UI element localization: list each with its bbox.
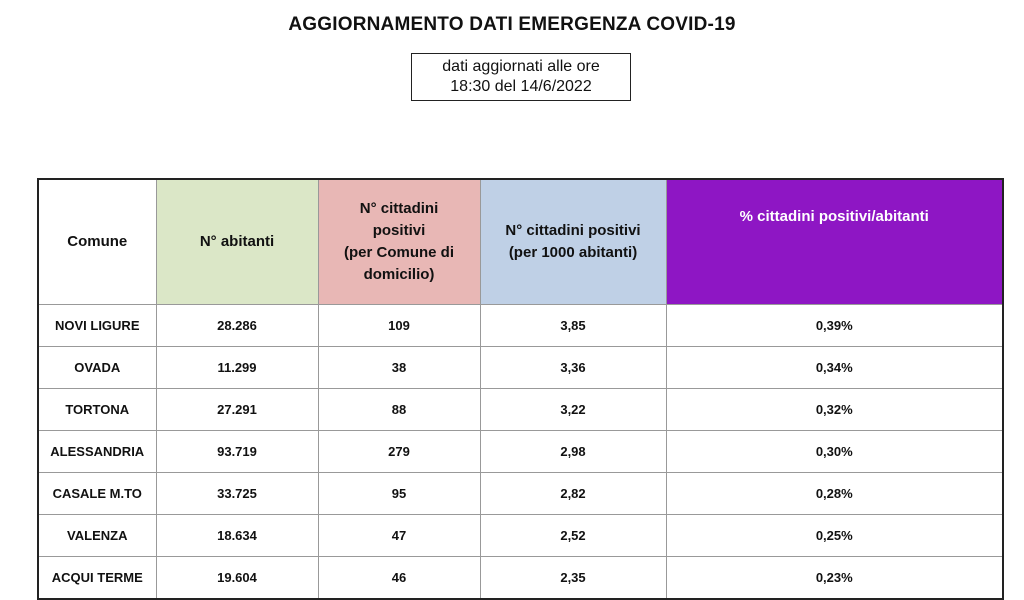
header-positivi-line4: domicilio) — [363, 266, 435, 283]
cell-abitanti: 19.604 — [156, 557, 318, 600]
header-positivi — [318, 179, 480, 305]
update-timestamp-box — [411, 53, 631, 101]
covid-data-table — [37, 178, 1004, 600]
cell-percentuale: 0,25% — [666, 515, 1003, 557]
cell-percentuale: 0,34% — [666, 347, 1003, 389]
update-note-line1: dati aggiornati alle ore — [442, 58, 600, 75]
header-per-mille — [480, 179, 666, 305]
table-row — [38, 305, 1003, 347]
cell-percentuale: 0,28% — [666, 473, 1003, 515]
header-percentuale: % cittadini positivi/abitanti — [666, 179, 1003, 305]
cell-comune: ACQUI TERME — [38, 557, 156, 600]
page-title: AGGIORNAMENTO DATI EMERGENZA COVID-19 — [288, 14, 736, 35]
header-positivi-line3: (per Comune di — [343, 244, 454, 261]
cell-abitanti: 18.634 — [156, 515, 318, 557]
cell-comune: NOVI LIGURE — [38, 305, 156, 347]
cell-comune: ALESSANDRIA — [38, 431, 156, 473]
table-row — [38, 347, 1003, 389]
table-header-row — [38, 179, 1003, 305]
cell-positivi: 279 — [318, 431, 480, 473]
cell-per-mille: 2,82 — [480, 473, 666, 515]
cell-percentuale: 0,39% — [666, 305, 1003, 347]
cell-per-mille: 2,52 — [480, 515, 666, 557]
cell-per-mille: 2,98 — [480, 431, 666, 473]
header-per-mille-line2: (per 1000 abitanti) — [508, 244, 638, 261]
cell-abitanti: 33.725 — [156, 473, 318, 515]
header-positivi-line2: positivi — [372, 222, 426, 239]
header-per-mille-line1: N° cittadini positivi — [505, 222, 641, 239]
table-row — [38, 431, 1003, 473]
cell-per-mille: 3,22 — [480, 389, 666, 431]
cell-comune: TORTONA — [38, 389, 156, 431]
cell-comune: CASALE M.TO — [38, 473, 156, 515]
cell-positivi: 95 — [318, 473, 480, 515]
cell-percentuale: 0,23% — [666, 557, 1003, 600]
cell-abitanti: 28.286 — [156, 305, 318, 347]
cell-abitanti: 93.719 — [156, 431, 318, 473]
table-row — [38, 515, 1003, 557]
table-body — [38, 305, 1003, 600]
cell-percentuale: 0,30% — [666, 431, 1003, 473]
header-abitanti: N° abitanti — [156, 179, 318, 305]
cell-per-mille: 3,85 — [480, 305, 666, 347]
table-row — [38, 473, 1003, 515]
cell-positivi: 88 — [318, 389, 480, 431]
cell-comune: VALENZA — [38, 515, 156, 557]
cell-per-mille: 3,36 — [480, 347, 666, 389]
cell-positivi: 109 — [318, 305, 480, 347]
table-row — [38, 389, 1003, 431]
header-positivi-line1: N° cittadini — [359, 200, 439, 217]
cell-percentuale: 0,32% — [666, 389, 1003, 431]
cell-abitanti: 11.299 — [156, 347, 318, 389]
cell-abitanti: 27.291 — [156, 389, 318, 431]
cell-per-mille: 2,35 — [480, 557, 666, 600]
table-row — [38, 557, 1003, 600]
cell-positivi: 47 — [318, 515, 480, 557]
cell-positivi: 46 — [318, 557, 480, 600]
header-comune: Comune — [38, 179, 156, 305]
update-note-line2: 18:30 del 14/6/2022 — [450, 78, 592, 95]
cell-positivi: 38 — [318, 347, 480, 389]
cell-comune: OVADA — [38, 347, 156, 389]
